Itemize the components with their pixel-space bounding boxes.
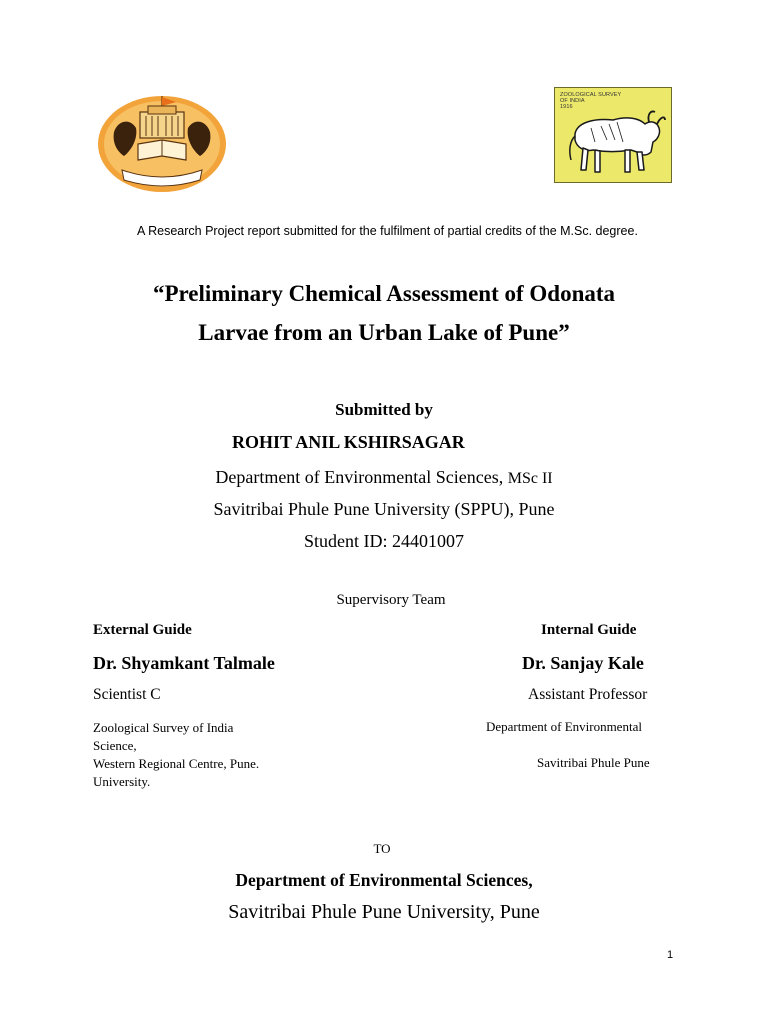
- affiliation-line: Science,: [93, 738, 137, 753]
- internal-guide-name: Dr. Sanjay Kale: [522, 653, 644, 673]
- student-id: Student ID: 24401007: [304, 531, 464, 551]
- affiliation-line: Western Regional Centre, Pune.: [93, 756, 260, 771]
- internal-guide-role: Assistant Professor: [528, 686, 648, 703]
- to-label: TO: [373, 841, 391, 856]
- affiliation-line: University.: [93, 774, 151, 789]
- student-department: [0, 467, 768, 488]
- gaur-bison-icon: [561, 100, 669, 180]
- internal-guide-affiliation-line-1: Department of Environmental: [486, 719, 642, 734]
- student-university: Savitribai Phule Pune University (SPPU), Pune: [213, 499, 555, 519]
- zsi-logo: [554, 87, 672, 183]
- external-guide-affiliation: [93, 719, 259, 791]
- recipient-department: Department of Environmental Sciences,: [235, 870, 533, 890]
- report-title-line-2: Larvae from an Urban Lake of Pune”: [198, 320, 570, 345]
- zsi-logo-line: OF INDIA: [560, 98, 585, 104]
- supervisory-team-heading: Supervisory Team: [336, 592, 446, 608]
- affiliation-line: Zoological Survey of India: [93, 720, 234, 735]
- intro-text: A Research Project report submitted for the fulfilment of partial credits of the M.Sc. degree.: [137, 224, 638, 238]
- report-title-line-1: “Preliminary Chemical Assessment of Odonata: [152, 281, 616, 306]
- department-name: Department of Environmental Sciences,: [215, 467, 508, 487]
- recipient-university: Savitribai Phule Pune University, Pune: [228, 901, 540, 923]
- submitted-by-heading: Submitted by: [335, 400, 433, 419]
- zsi-logo-line: ZOOLOGICAL SURVEY: [560, 92, 622, 98]
- zsi-logo-line: 1916: [560, 104, 573, 110]
- internal-guide-label: Internal Guide: [541, 622, 637, 638]
- university-emblem: [96, 92, 228, 194]
- page-number: 1: [667, 949, 674, 961]
- external-guide-role: Scientist C: [93, 686, 161, 703]
- internal-guide-affiliation-line-2: Savitribai Phule Pune: [537, 755, 650, 770]
- external-guide-name: Dr. Shyamkant Talmale: [93, 653, 275, 673]
- university-emblem-graphic: [96, 92, 228, 194]
- program-name: MSc II: [507, 470, 553, 487]
- student-name: ROHIT ANIL KSHIRSAGAR: [232, 432, 465, 452]
- external-guide-label: External Guide: [93, 622, 192, 638]
